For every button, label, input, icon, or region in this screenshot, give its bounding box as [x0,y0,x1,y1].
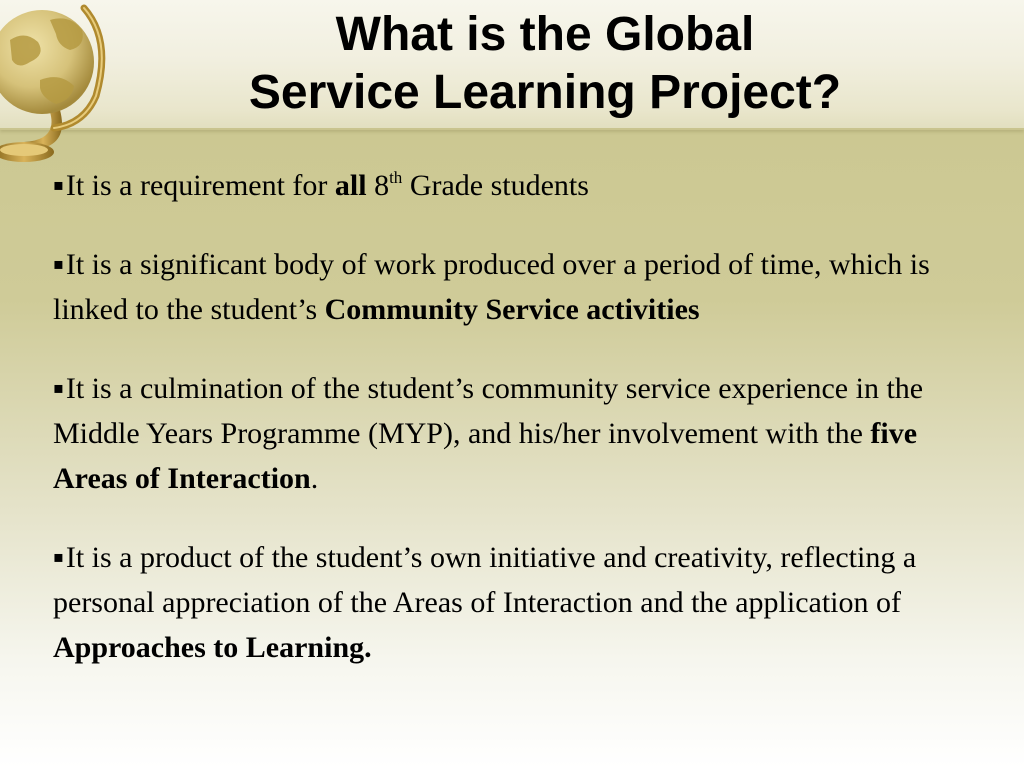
square-bullet-icon: ▪ [53,547,64,566]
square-bullet-icon: ▪ [53,254,64,273]
bullet-emphasis: five Areas of Interaction [53,417,918,495]
bullet-text: It is a product of the student’s own initiative and creativity, reflecting a personal appreciation of the Areas of Interaction and the application of [53,541,917,619]
bullet-text: 8 [366,169,390,202]
bullet-list [53,162,993,670]
square-bullet-icon: ▪ [53,175,64,194]
bullet-item [53,534,993,670]
slide-title [140,6,950,122]
globe-icon [0,0,110,170]
bullet-emphasis: Community Service activities [324,293,700,326]
square-bullet-icon: ▪ [53,378,64,397]
bullet-text: Grade students [402,169,589,202]
slide-title-line-2: Service Learning Project? [248,66,842,119]
bullet-text: . [310,462,319,495]
bullet-item [53,241,993,332]
bullet-text: It is a requirement for [65,169,335,202]
bullet-text: It is a significant body of work produced over a period of time, which is linked to the student’s [53,248,930,326]
bullet-text: It is a culmination of the student’s community service experience in the Middle Years Programme (MYP), and his/her involvement with the [53,372,924,450]
bullet-emphasis: all [334,169,367,202]
slide-title-line-1: What is the Global [335,8,755,61]
bullet-emphasis: Approaches to Learning. [53,631,372,664]
bullet-item [53,365,993,501]
bullet-item [53,162,993,208]
ordinal-superscript: th [389,168,403,187]
